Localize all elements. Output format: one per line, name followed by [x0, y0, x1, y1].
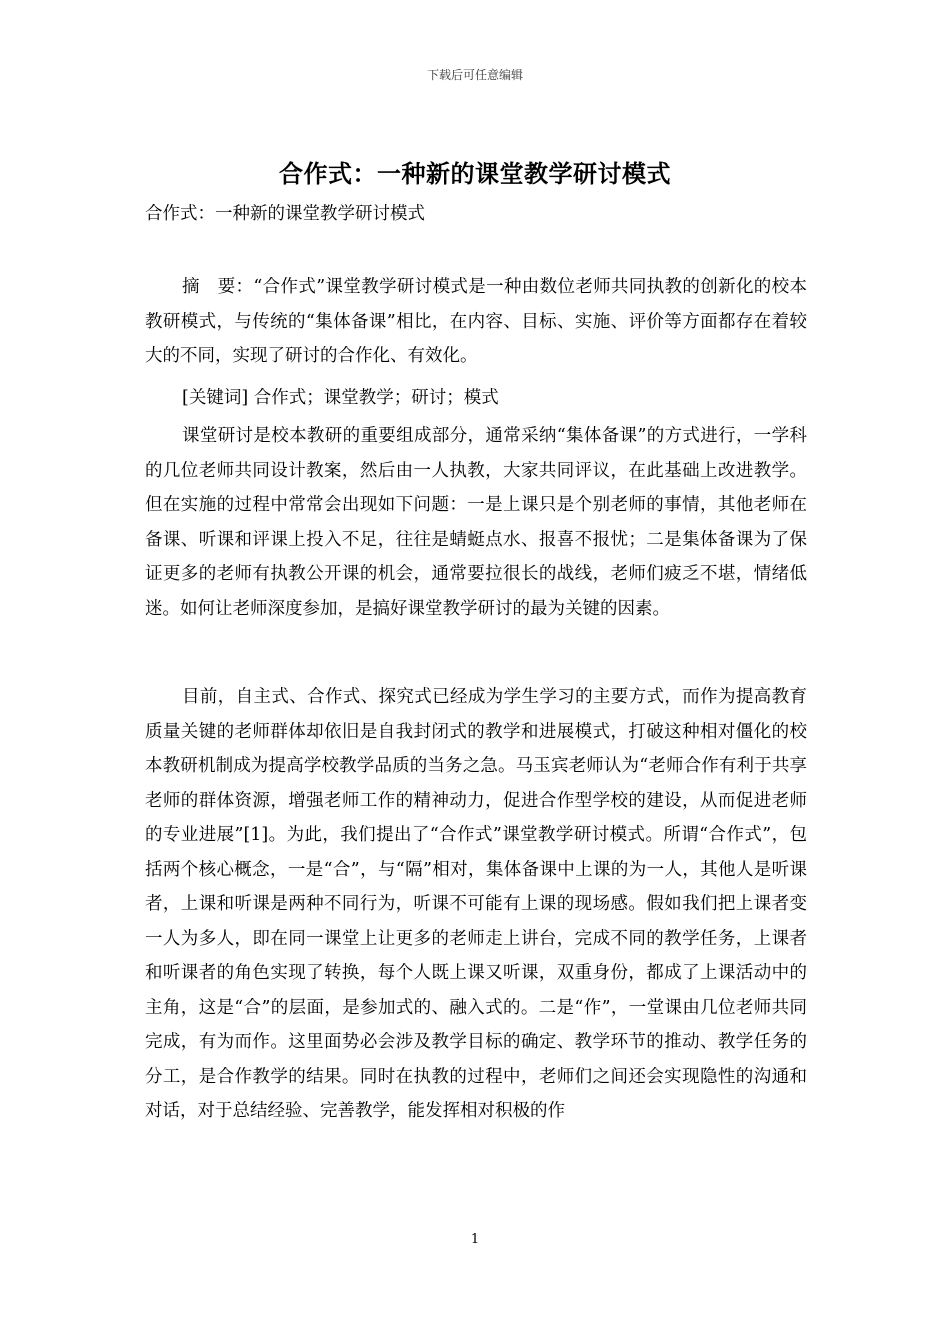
header-note: 下载后可任意编辑: [426, 68, 523, 82]
page-number: 1: [470, 1232, 480, 1247]
abstract-paragraph: [145, 270, 807, 374]
paragraph-1-text: 课堂研讨是校本教研的重要组成部分，通常采纳“集体备课”的方式进行，一学科的几位老师共同设计教案，然后由一人执教，大家共同评议，在此基础上改进教学。但在实施的过程中常常会出现如下问题：一是上课只是个别老师的事情，其他老师在备课、听课和评课上投入不足，往往是蜻蜓点水、报喜不报忧；二是集体备课为了保证更多的老师有执教公开课的机会，通常要拉很长的战线，老师们疲乏不堪，情绪低迷。如何让老师深度参加，是搞好课堂教学研讨的最为关键的因素。: [145, 426, 807, 619]
keywords-line: [145, 381, 807, 416]
keywords-text: [关键词] 合作式；课堂教学；研讨；模式: [182, 388, 499, 408]
abstract-text: 摘 要：“合作式”课堂教学研讨模式是一种由数位老师共同执教的创新化的校本教研模式，与传统的“集体备课”相比，在内容、目标、实施、评价等方面都存在着较大的不同，实现了研讨的合作化、有效化。: [145, 277, 807, 366]
document-title: 合作式：一种新的课堂教学研讨模式: [279, 159, 671, 188]
body-paragraph-2: [145, 680, 807, 1129]
paragraph-2-text: 目前，自主式、合作式、探究式已经成为学生学习的主要方式，而作为提高教育质量关键的老师群体却依旧是自我封闭式的教学和进展模式，打破这种相对僵化的校本教研机制成为提高学校教学品质的当务之急。马玉宾老师认为“老师合作有利于共享老师的群体资源，增强老师工作的精神动力，促进合作型学校的建设，从而促进老师的专业进展”[1]。为此，我们提出了“合作式”课堂教学研讨模式。所谓“合作式”，包括两个核心概念，一是“合”，与“隔”相对，集体备课中上课的为一人，其他人是听课者，上课和听课是两种不同行为，听课不可能有上课的现场感。假如我们把上课者变一人为多人，即在同一课堂上让更多的老师走上讲台，完成不同的教学任务，上课者和听课者的角色实现了转换，每个人既上课又听课，双重身份，都成了上课活动中的主角，这是“合”的层面，是参加式的、融入式的。二是“作”，一堂课由几位老师共同完成，有为而作。这里面势必会涉及教学目标的确定、教学环节的推动、教学任务的分工，是合作教学的结果。同时在执教的过程中，老师们之间还会实现隐性的沟通和对话，对于总结经验、完善教学，能发挥相对积极的作: [145, 687, 807, 1121]
body-paragraph-1: [145, 419, 807, 626]
document-subtitle: 合作式：一种新的课堂教学研讨模式: [145, 204, 425, 224]
